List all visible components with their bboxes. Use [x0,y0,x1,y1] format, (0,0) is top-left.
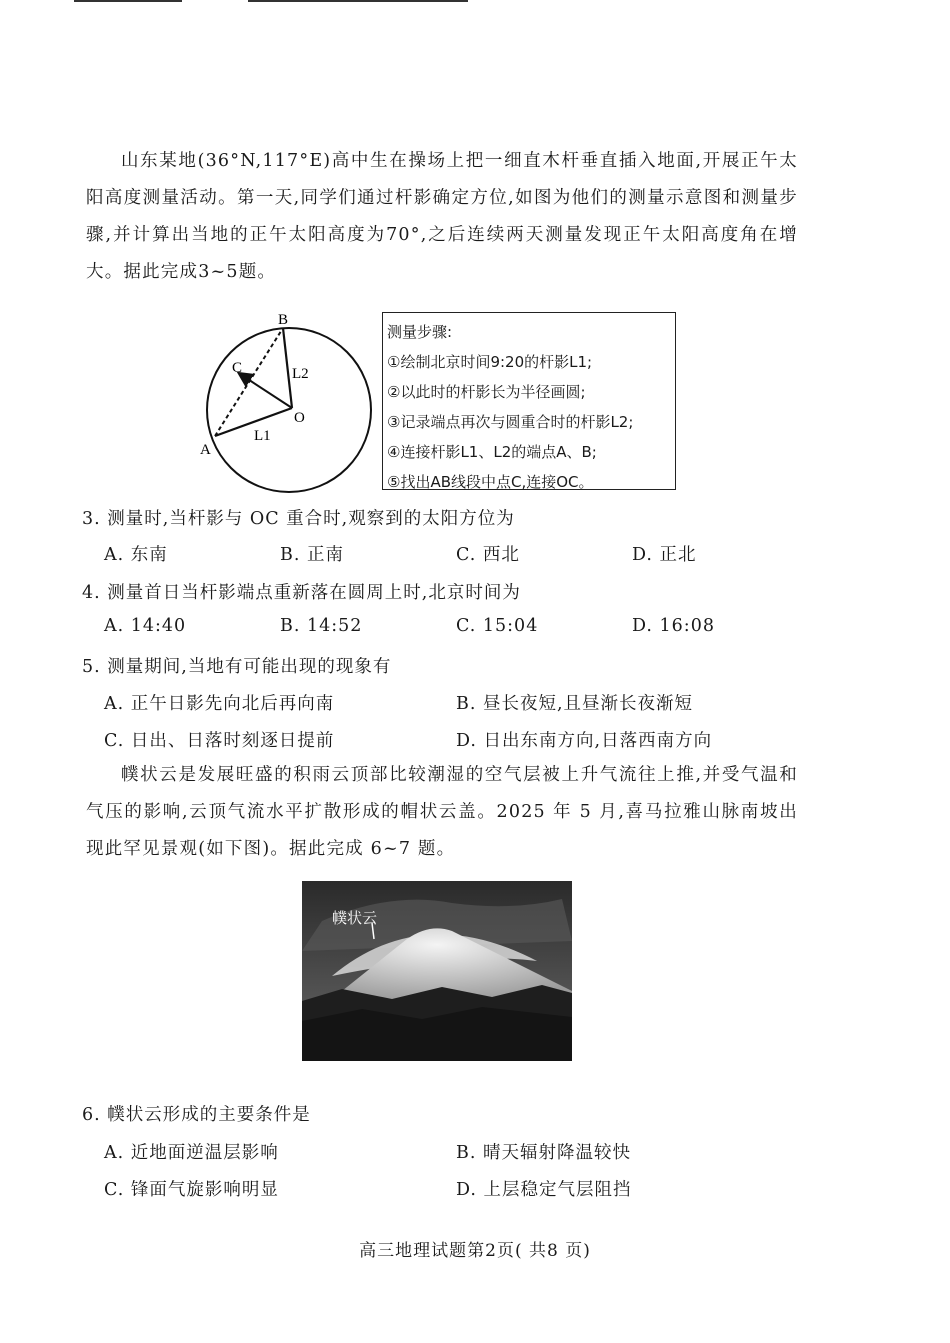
top-rule-left [74,0,182,2]
steps-title: 测量步骤: [387,323,453,341]
intro-paragraph-1: 山东某地(36°N,117°E)高中生在操场上把一细直木杆垂直插入地面,开展正午太阳高度测量活动。第一天,同学们通过杆影确定方位,如图为他们的测量示意图和测量步骤,并计算出当地的正午太阳高度为70°,之后连续两天测量发现正午太阳高度角在增大。据此完成3~5题。 [86,151,798,282]
label-a: A [200,442,211,458]
question-5-stem: 5. 测量期间,当地有可能出现的现象有 [82,657,392,677]
question-5-option-d: D. 日出东南方向,日落西南方向 [456,731,713,751]
pileus-cloud-label: 幞状云 [332,909,378,927]
step-item: ③记录端点再次与圆重合时的杆影L2; [387,413,634,431]
measurement-steps-box [382,312,676,490]
question-3-stem: 3. 测量时,当杆影与 OC 重合时,观察到的太阳方位为 [82,509,515,529]
step-item: ④连接杆影L1、L2的端点A、B; [387,443,597,461]
question-3-option-d: D. 正北 [632,545,697,565]
step-item: ①绘制北京时间9:20的杆影L1; [387,353,593,371]
top-rule-right [248,0,468,2]
step-item: ⑤找出AB线段中点C,连接OC。 [387,473,594,491]
question-5-option-b: B. 昼长夜短,且昼渐长夜渐短 [456,694,694,714]
step-item: ②以此时的杆影长为半径画圆; [387,383,586,401]
question-6-option-a: A. 近地面逆温层影响 [104,1143,279,1163]
question-6-stem: 6. 幞状云形成的主要条件是 [82,1105,311,1125]
question-3-option-a: A. 东南 [104,545,168,565]
question-6-option-b: B. 晴天辐射降温较快 [456,1143,631,1163]
question-5-option-a: A. 正午日影先向北后再向南 [104,694,335,714]
shadow-l2-line [283,328,292,408]
question-3-option-c: C. 西北 [456,545,520,565]
ab-dashed-line [215,328,283,436]
question-4-option-a: A. 14:40 [104,616,187,636]
question-4-option-b: B. 14:52 [280,616,363,636]
shadow-measurement-diagram [196,308,376,493]
label-b: B [278,312,289,328]
oc-arrow-line [240,374,292,408]
page-footer: 高三地理试题第2页( 共8 页) [359,1241,591,1261]
label-l2: L2 [292,366,309,382]
label-o: O [294,410,305,426]
label-l1: L1 [254,428,271,444]
question-6-option-c: C. 锋面气旋影响明显 [104,1180,279,1200]
question-3-option-b: B. 正南 [280,545,344,565]
intro-paragraph-2: 幞状云是发展旺盛的积雨云顶部比较潮湿的空气层被上升气流往上推,并受气温和气压的影响,云顶气流水平扩散形成的帽状云盖。2025 年 5 月,喜马拉雅山脉南坡出现此罕见景观(如下图)。据此完成 6~7 题。 [86,765,798,859]
question-4-option-d: D. 16:08 [632,616,715,636]
question-4-option-c: C. 15:04 [456,616,539,636]
question-5-option-c: C. 日出、日落时刻逐日提前 [104,731,335,751]
question-6-option-d: D. 上层稳定气层阻挡 [456,1180,632,1200]
label-c: C [232,360,243,376]
pileus-cloud-photo [302,881,572,1061]
question-4-stem: 4. 测量首日当杆影端点重新落在圆周上时,北京时间为 [82,583,521,603]
